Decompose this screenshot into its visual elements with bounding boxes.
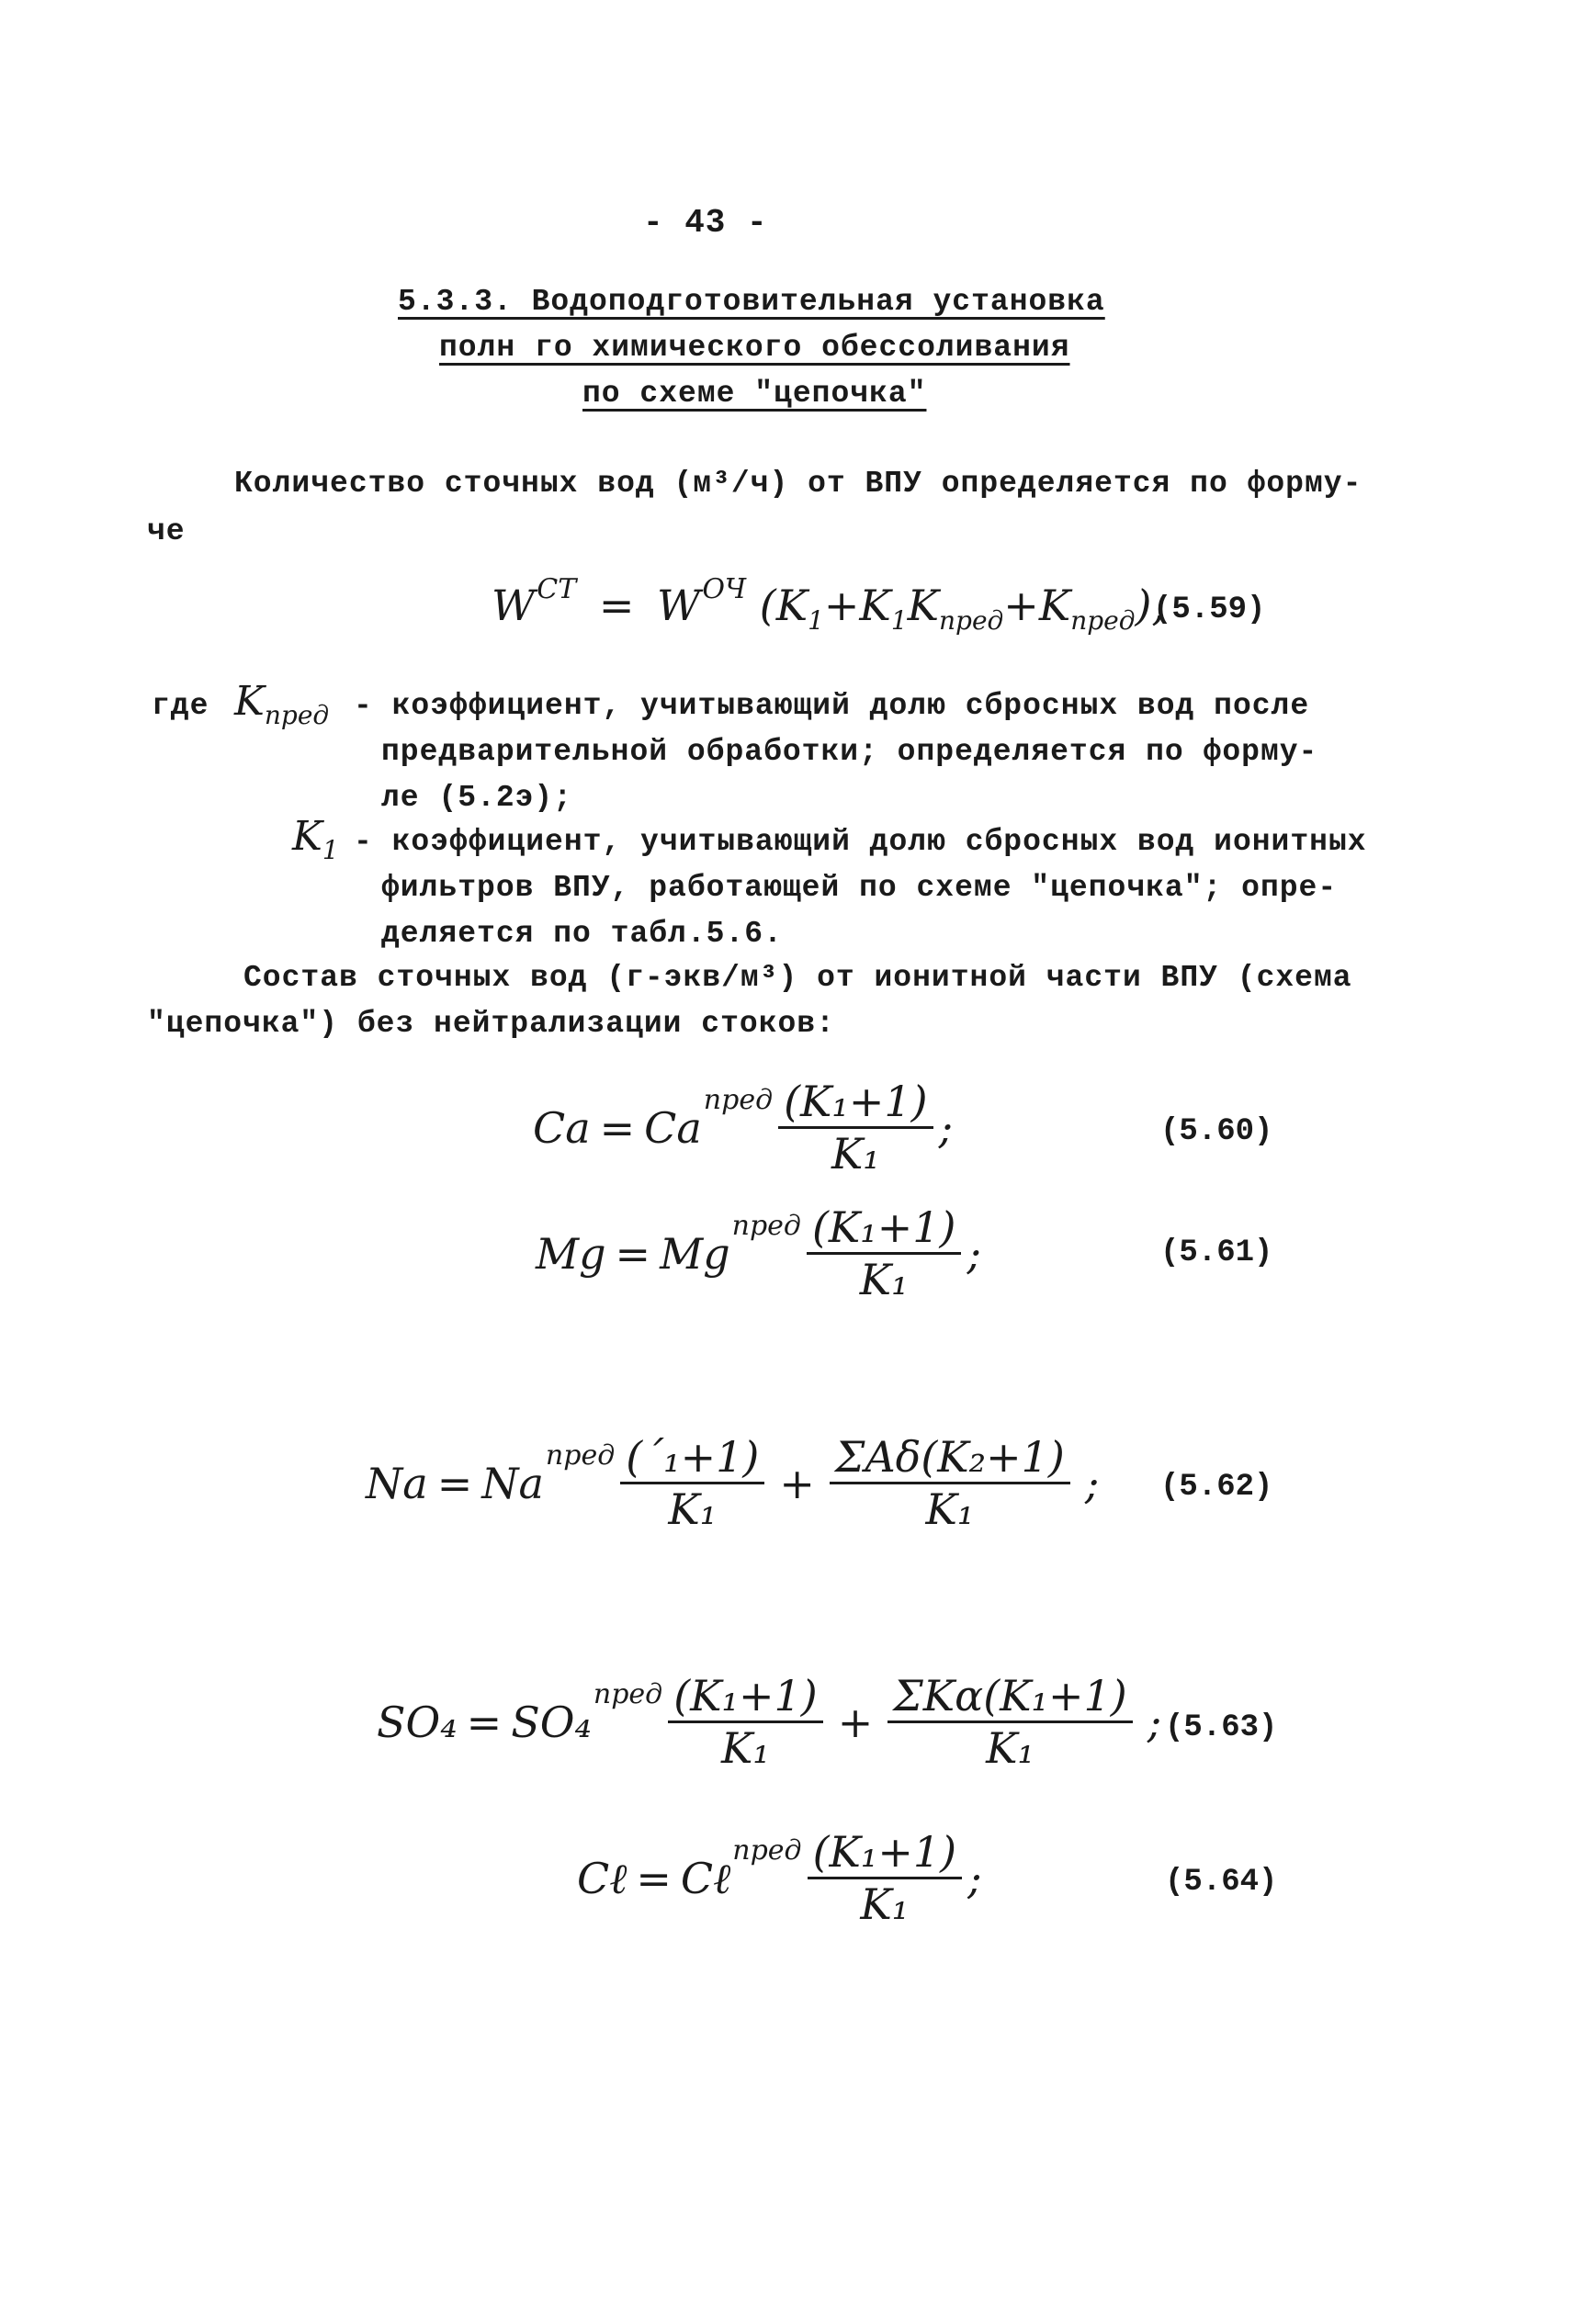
eq63-lhs: SO₄ — [377, 1697, 458, 1747]
paragraph1-line2: че — [147, 514, 186, 548]
eq59-body-open: (K — [759, 581, 808, 630]
eq61-superscript: пред — [731, 1210, 801, 1243]
equation-number-5-59: (5.59) — [1153, 592, 1266, 627]
equation-5-64 — [577, 1827, 982, 1930]
definition1-line1: - коэффициент, учитывающий долю сбросных вод после — [354, 689, 1310, 723]
eq59-st-superscript: СТ — [537, 573, 577, 605]
equation-number-5-61: (5.61) — [1160, 1235, 1273, 1270]
eq60-equals: = — [599, 1102, 636, 1153]
eq64-rhs: Cℓ — [680, 1853, 731, 1903]
section-heading-line3: по схеме "цепочка" — [582, 377, 927, 411]
eq63-fraction1 — [668, 1671, 823, 1774]
eq62-plus: + — [779, 1458, 815, 1508]
eq63-superscript: пред — [593, 1678, 663, 1711]
eq64-equals: = — [636, 1853, 672, 1903]
eq59-equals: = — [598, 581, 635, 630]
eq62-numerator2: ΣAδ(K₂+1) — [830, 1435, 1070, 1484]
eq59-plus-k2: +K — [1003, 581, 1071, 630]
equation-5-62 — [366, 1432, 1100, 1535]
equation-5-63 — [377, 1671, 1162, 1774]
definition2-line3: деляется по табл.5.6. — [381, 917, 783, 951]
equation-5-60 — [533, 1079, 953, 1177]
eq63-denominator1: K₁ — [721, 1723, 770, 1774]
equation-5-59 — [492, 573, 1166, 636]
eq59-w2: W — [657, 581, 701, 630]
section-heading-line2: полн го химического обессоливания — [439, 331, 1070, 365]
eq60-numerator: (K₁+1) — [778, 1079, 933, 1129]
eq62-equals: = — [436, 1458, 473, 1508]
eq61-semicolon: ; — [967, 1228, 981, 1279]
eq63-numerator1: (K₁+1) — [668, 1674, 823, 1723]
eq61-numerator: (K₁+1) — [807, 1205, 962, 1255]
term2-base: K — [292, 813, 322, 860]
eq63-rhs: SO₄ — [511, 1697, 592, 1747]
eq63-plus: + — [837, 1697, 874, 1747]
definition-term-k1 — [292, 813, 339, 865]
paragraph1-line1: Количество сточных вод (м³/ч) от ВПУ определяется по форму- — [234, 467, 1362, 501]
eq62-denominator2: K₁ — [925, 1484, 975, 1535]
eq64-semicolon: ; — [967, 1853, 982, 1903]
definition2-line2: фильтров ВПУ, работающей по схеме "цепочка"; опре- — [381, 871, 1338, 905]
eq62-lhs: Na — [366, 1458, 428, 1508]
term1-subscript: пред — [264, 700, 330, 730]
eq59-och-superscript: ОЧ — [702, 573, 747, 605]
eq62-rhs: Na — [481, 1458, 544, 1508]
eq59-w: W — [492, 581, 536, 630]
eq62-fraction1 — [620, 1432, 764, 1535]
term1-base: K — [234, 678, 265, 725]
definition-term-kpred — [234, 678, 330, 730]
section-heading-line1: 5.3.3. Водоподготовительная установка — [398, 285, 1105, 319]
eq63-numerator2: ΣKα(K₁+1) — [887, 1674, 1132, 1723]
eq59-sub2: 1 — [890, 605, 908, 636]
equation-5-61 — [536, 1202, 981, 1305]
definition1-line3: ле (5.2э); — [381, 781, 573, 815]
eq60-lhs: Ca — [533, 1102, 591, 1153]
paragraph2-line2: "цепочка") без нейтрализации стоков: — [147, 1007, 835, 1041]
definition2-line1: - коэффициент, учитывающий долю сбросных вод ионитных — [354, 825, 1367, 859]
eq63-fraction2 — [887, 1671, 1132, 1774]
paragraph2-line1: Состав сточных вод (г-экв/м³) от ионитной части ВПУ (схема — [243, 961, 1352, 995]
eq61-rhs: Mg — [660, 1228, 730, 1279]
eq59-close: ), — [1135, 581, 1166, 630]
eq64-superscript: пред — [732, 1834, 802, 1867]
equation-number-5-64: (5.64) — [1165, 1865, 1278, 1900]
eq60-fraction — [778, 1079, 933, 1177]
equation-number-5-62: (5.62) — [1160, 1470, 1273, 1505]
term2-subscript: 1 — [322, 835, 339, 865]
eq64-numerator: (K₁+1) — [808, 1830, 963, 1879]
eq62-numerator1: (´₁+1) — [620, 1435, 764, 1484]
eq59-sub4: пред — [1070, 605, 1136, 636]
eq59-sub3: пред — [939, 605, 1004, 636]
eq62-denominator1: K₁ — [668, 1484, 718, 1535]
eq63-denominator2: K₁ — [986, 1723, 1034, 1774]
eq61-lhs: Mg — [536, 1228, 606, 1279]
eq62-superscript: пред — [545, 1439, 616, 1472]
eq64-fraction — [808, 1827, 963, 1930]
eq62-fraction2 — [830, 1432, 1070, 1535]
definition1-line2: предварительной обработки; определяется по форму- — [381, 735, 1318, 769]
equation-number-5-60: (5.60) — [1160, 1114, 1273, 1149]
equation-number-5-63: (5.63) — [1165, 1710, 1278, 1745]
eq64-denominator: K₁ — [860, 1879, 910, 1930]
eq59-k: K — [907, 581, 940, 630]
eq60-rhs: Ca — [644, 1102, 702, 1153]
eq64-lhs: Cℓ — [577, 1853, 627, 1903]
definitions-where: где — [152, 689, 209, 723]
eq59-plus-k: +K — [823, 581, 891, 630]
page-number: - 43 - — [643, 204, 768, 242]
eq60-superscript: пред — [703, 1084, 774, 1117]
eq63-equals: = — [466, 1697, 503, 1747]
eq61-equals: = — [615, 1228, 651, 1279]
eq59-sub1: 1 — [808, 605, 824, 636]
eq62-semicolon: ; — [1084, 1458, 1100, 1508]
eq61-denominator: K₁ — [859, 1255, 909, 1305]
eq60-semicolon: ; — [938, 1102, 954, 1153]
eq63-semicolon: ; — [1147, 1697, 1162, 1747]
eq61-fraction — [807, 1202, 962, 1305]
eq60-denominator: K₁ — [831, 1129, 880, 1179]
